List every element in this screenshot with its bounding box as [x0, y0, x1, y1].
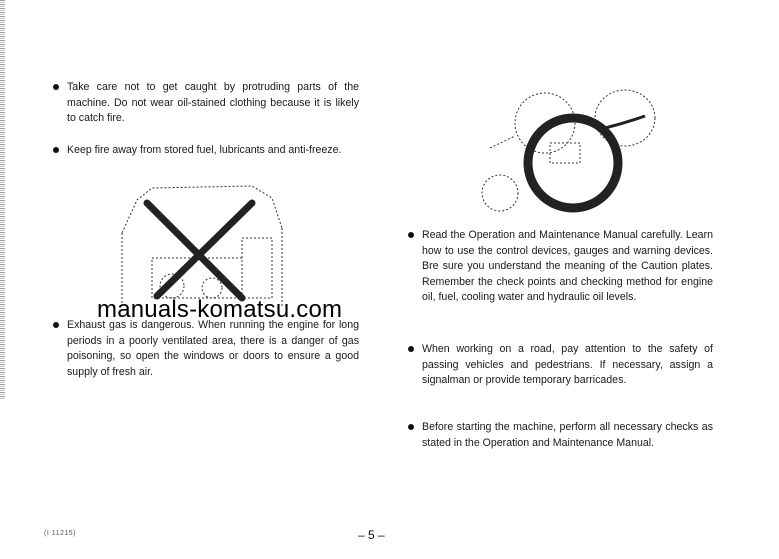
bullet-read-manual: Read the Operation and Maintenance Manual carefully. Learn how to use the control devices, gauges and warning devices. Bre sure you understand the meaning of the Caution plates. Remember the check points and checking method for engine oil, fuel, cooling water and hydraulic oil levels. [422, 228, 713, 306]
no-engine-indoors-x-icon [112, 178, 297, 308]
bullet-exhaust-gas: Exhaust gas is dangerous. When running the engine for long periods in a poorly ventilated area, there is a danger of gas poisoning, so open the windows or doors to ensure a good supply of fresh air. [67, 318, 359, 380]
bullet-dot-icon [53, 84, 59, 90]
watermark-text: manuals-komatsu.com [97, 296, 343, 323]
bullet-dot-icon [53, 147, 59, 153]
bullet-keep-fire-away: Keep fire away from stored fuel, lubricants and anti-freeze. [67, 143, 359, 159]
scan-binding-edge [0, 0, 5, 400]
footer-document-code: (I 11215) [44, 530, 76, 537]
bullet-working-on-road: When working on a road, pay attention to the safety of passing vehicles and pedestrians. If necessary, assign a signalman or provide temporary barricades. [422, 342, 713, 389]
operator-reading-manual-circle-icon [470, 78, 660, 218]
bullet-caught-by-parts: Take care not to get caught by protruding parts of the machine. Do not wear oil-stained clothing because it is likely to catch fire. [67, 80, 359, 127]
bullet-dot-icon [408, 424, 414, 430]
bullet-dot-icon [53, 322, 59, 328]
bullet-before-starting: Before starting the machine, perform all necessary checks as stated in the Operation and Maintenance Manual. [422, 420, 713, 451]
bullet-dot-icon [408, 232, 414, 238]
page-number: – 5 – [358, 528, 385, 542]
bullet-dot-icon [408, 346, 414, 352]
